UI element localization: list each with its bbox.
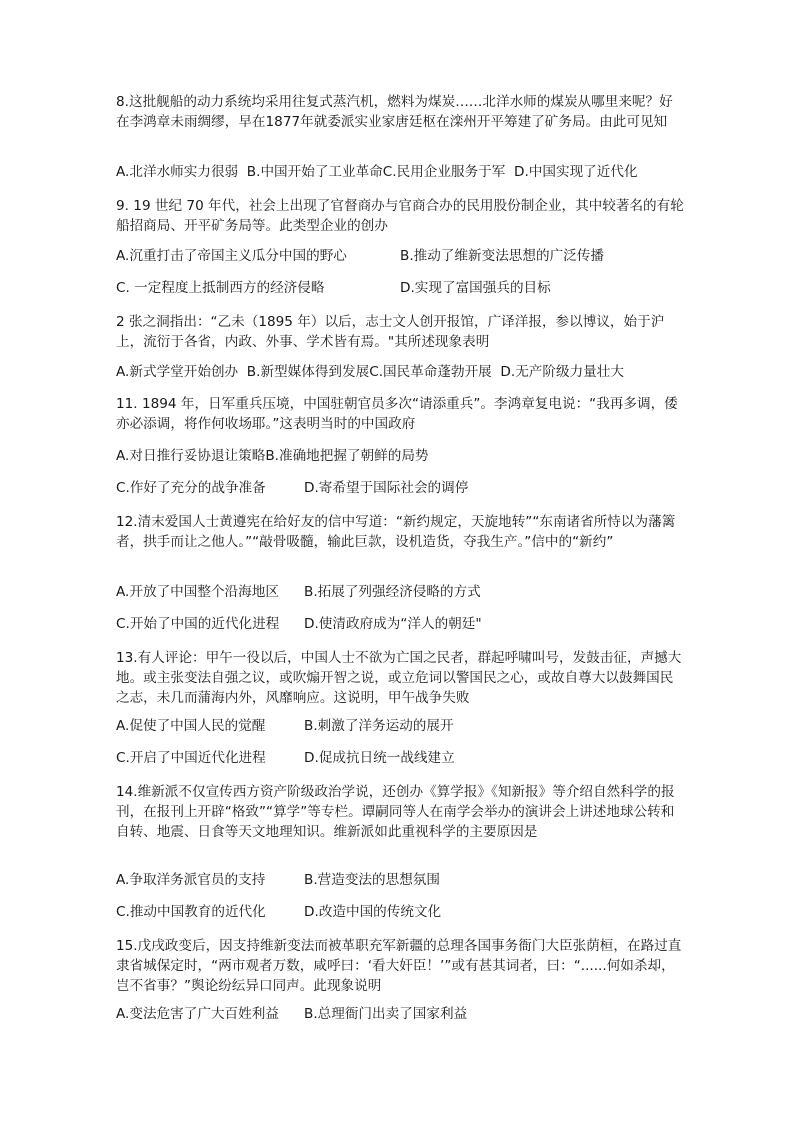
option-c: C.推动中国教育的近代化 bbox=[116, 904, 266, 920]
option-b: B.中国开始了工业革命 bbox=[246, 164, 383, 180]
option-a: A.促使了中国人民的觉醒 bbox=[116, 718, 266, 734]
option-d: D.无产阶级力量壮大 bbox=[500, 364, 624, 380]
question-15-stem: 15.戊戌政变后，因支持维新变法而被革职充军新疆的总理各国事务衙门大臣张荫桓，在路过直隶省城保定时，“两市观者万数，咸呼曰：‘看大奸臣！’”或有甚其词者，曰：“......何如杀却，岂不省事？”舆论纷纭异口同声。此现象说明 bbox=[116, 938, 682, 994]
option-b: B.拓展了列强经济侵略的方式 bbox=[304, 584, 481, 600]
option-d: D.使清政府成为“洋人的朝廷" bbox=[304, 616, 482, 632]
option-a: A.变法危害了广大百姓利益 bbox=[116, 1006, 279, 1022]
question-13-options-row-1 bbox=[116, 716, 716, 736]
question-12-options-row-2 bbox=[116, 614, 716, 634]
question-10-stem: 2 张之洞指出：“乙未（1895 年）以后，志士文人创开报馆，广译洋报，参以博议，始于沪上，流衍于各省，内政、外事、学术皆有焉。"其所述现象表明 bbox=[116, 314, 665, 350]
question-9-options-row-2 bbox=[116, 278, 716, 298]
option-c: C. 一定程度上抵制西方的经济侵略 bbox=[116, 280, 325, 296]
option-c: C.国民革命蓬勃开展 bbox=[369, 364, 492, 380]
option-d: D.实现了富国强兵的目标 bbox=[400, 280, 551, 296]
option-b: B.营造变法的思想氛围 bbox=[304, 872, 440, 888]
option-d: D.寄希望于国际社会的调停 bbox=[304, 480, 469, 496]
question-11-options-row-2 bbox=[116, 478, 716, 498]
option-d: D.中国实现了近代化 bbox=[514, 164, 638, 180]
question-10-options bbox=[116, 362, 716, 382]
option-b: B.新型媒体得到发展 bbox=[246, 364, 370, 380]
question-14-options-row-2 bbox=[116, 902, 716, 922]
option-a: A.沉重打击了帝国主义瓜分中国的野心 bbox=[116, 248, 347, 264]
question-12-stem: 12.清末爱国人士黄遵宪在给好友的信中写道：“新约规定，天旋地转”“东南诸省所恃以为藩篱者，拱手而让之他人。”“敲骨吸髓，输此巨款，设机造货，夺我生产。”信中的“新约” bbox=[116, 514, 676, 550]
option-c: C.开启了中国近代化进程 bbox=[116, 750, 266, 766]
question-8-stem: 8.这批舰船的动力系统均采用往复式蒸汽机，燃料为煤炭……北洋水师的煤炭从哪里来呢？好在李鸿章未雨绸缪，早在1877年就委派实业家唐廷枢在滦州开平筹建了矿务局。由此可见知 bbox=[116, 94, 673, 130]
question-14-options-row-1 bbox=[116, 870, 716, 890]
question-14-stem: 14.维新派不仅宣传西方资产阶级政治学说，还创办《算学报》《知新报》等介绍自然科学的报刊，在报刊上开辟“格致”“算学”等专栏。谭嗣同等人在南学会举办的演讲会上讲述地球公转和自转、地震、日食等天文地理知识。维新派如此重视科学的主要原因是 bbox=[116, 784, 675, 840]
option-b: B.总理衙门出卖了国家利益 bbox=[304, 1006, 468, 1022]
option-b: B.刺激了洋务运动的展开 bbox=[304, 718, 454, 734]
option-c: C.民用企业服务于军 bbox=[382, 164, 506, 180]
question-9-options-row-1 bbox=[116, 246, 716, 266]
option-a: A.争取洋务派官员的支持 bbox=[116, 872, 266, 888]
option-b: B.准确地把握了朝鲜的局势 bbox=[265, 448, 429, 464]
question-13-stem: 13.有人评论：甲午一役以后，中国人士不欲为亡国之民者，群起呼啸叫号，发鼓击征，声撼大地。或主张变法自强之议，或吹煽开智之说，或立危词以警国民之心，或故自尊大以鼓舞国民之志，未几而蒲海内外，风靡响应。这说明，甲午战争失败 bbox=[116, 650, 682, 706]
option-c: C.开始了中国的近代化进程 bbox=[116, 616, 280, 632]
question-12-options-row-1 bbox=[116, 582, 716, 602]
question-8-options bbox=[116, 162, 716, 182]
option-c: C.作好了充分的战争准备 bbox=[116, 480, 266, 496]
question-13-options-row-2 bbox=[116, 748, 716, 768]
option-b: B.推动了维新变法思想的广泛传播 bbox=[400, 248, 604, 264]
question-15-options-row-1 bbox=[116, 1004, 716, 1024]
question-11-options-row-1 bbox=[116, 446, 716, 466]
option-a: A.北洋水师实力很弱 bbox=[116, 164, 239, 180]
option-a: A.新式学堂开始创办 bbox=[116, 364, 239, 380]
question-11-stem: 11. 1894 年，日军重兵压境，中国驻朝官员多次“请添重兵”。李鸿章复电说：“我再多调，倭亦必添调，将作何收场耶。”这表明当时的中国政府 bbox=[116, 396, 678, 432]
question-9-stem: 9. 19 世纪 70 年代，社会上出现了官督商办与官商合办的民用股份制企业，其中较著名的有轮船招商局、开平矿务局等。此类型企业的创办 bbox=[116, 198, 684, 234]
option-d: D.促成抗日统一战线建立 bbox=[304, 750, 455, 766]
option-a: A.对日推行妥协退让策略 bbox=[116, 448, 266, 464]
option-a: A.开放了中国整个沿海地区 bbox=[116, 584, 279, 600]
option-d: D.改造中国的传统文化 bbox=[304, 904, 442, 920]
